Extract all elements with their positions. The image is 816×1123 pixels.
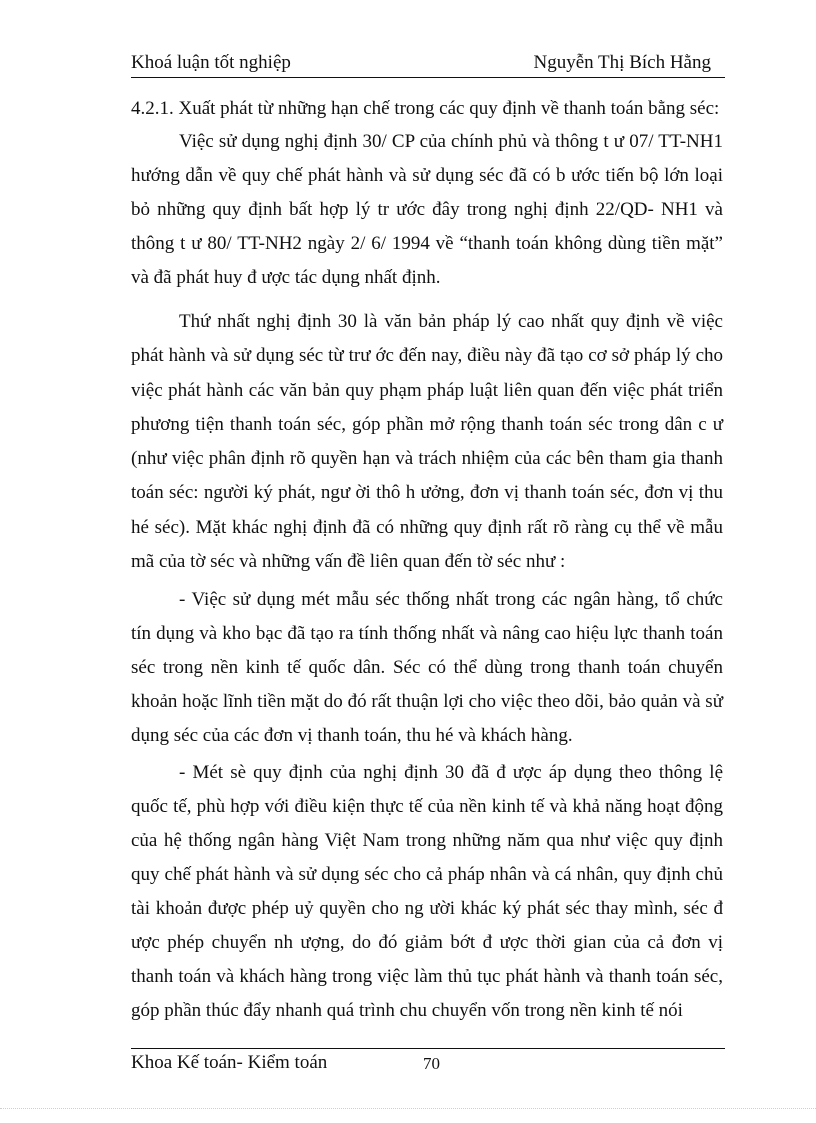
paragraph-4: - Mét sè quy định của nghị định 30 đã đ ược áp dụng theo thông lệ quốc tế, phù hợp với điều kiện thực tế của nền kinh tế và khả năng hoạt động của hệ thống ngân hàng Việt Nam trong những năm qua như việc quy định quy chế phát hành và sử dụng séc cho cả pháp nhân và cá nhân, quy định chủ tài khoản được phép uỷ quyền cho ng ười khác ký phát séc thay mình, séc đ ược phép chuyển nh ượng, do đó giảm bớt đ ược thời gian của cả đơn vị thanh toán và khách hàng trong việc làm thủ tục phát hành và thanh toán séc, góp phần thúc đẩy nhanh quá trình chu chuyển vốn trong nền kinh tế nói bbox=[131, 762, 723, 1022]
footer-faculty: Khoa Kế toán- Kiểm toán bbox=[131, 1052, 328, 1073]
header-divider bbox=[131, 77, 725, 78]
header-author-name: Nguyễn Thị Bích Hằng bbox=[533, 52, 711, 73]
document-body bbox=[131, 92, 723, 1028]
section-heading: 4.2.1. Xuất phát từ những hạn chế trong các quy định về thanh toán bằng séc: bbox=[131, 98, 720, 119]
header-thesis-title: Khoá luận tốt nghiệp bbox=[131, 52, 291, 73]
paragraph-2: Thứ nhất nghị định 30 là văn bản pháp lý cao nhất quy định về việc phát hành và sử dụng séc từ trư ớc đến nay, điều này đã tạo cơ sở pháp lý cho việc phát hành các văn bản quy phạm pháp luật liên quan đến việc phát triển phương tiện thanh toán séc, góp phần mở rộng thanh toán séc trong dân c ư (như việc phân định rõ quyền hạn và trách nhiệm của các bên tham gia thanh toán séc: người ký phát, ngư ời thô h ưởng, đơn vị thanh toán séc, đơn vị thu hé séc). Mặt khác nghị định đã có những quy định rất rõ ràng cụ thể về mẫu mã của tờ séc và những vấn đề liên quan đến tờ séc như : bbox=[131, 311, 723, 573]
page-number: 70 bbox=[423, 1054, 440, 1073]
paragraph-1: Việc sử dụng nghị định 30/ CP của chính phủ và thông t ư 07/ TT-NH1 hướng dẫn về quy chế phát hành và sử dụng séc đã có b ước tiến bộ lớn loại bỏ những quy định bất hợp lý tr ước đây trong nghị định 22/QD- NH1 và thông t ư 80/ TT-NH2 ngày 2/ 6/ 1994 về “thanh toán không dùng tiền mặt” và đã phát huy đ ược tác dụng nhất định. bbox=[131, 131, 723, 288]
page-bottom-border bbox=[0, 1108, 816, 1109]
footer-divider bbox=[131, 1048, 725, 1049]
page-header bbox=[131, 52, 725, 78]
paragraph-3: - Việc sử dụng mét mẫu séc thống nhất trong các ngân hàng, tổ chức tín dụng và kho bạc đã tạo ra tính thống nhất và nâng cao hiệu lực thanh toán séc trong nền kinh tế quốc dân. Séc có thể dùng trong thanh toán chuyển khoản hoặc lĩnh tiền mặt do đó rất thuận lợi cho việc theo dõi, bảo quản và sử dụng séc của các đơn vị thanh toán, thu hé và khách hàng. bbox=[131, 589, 723, 746]
